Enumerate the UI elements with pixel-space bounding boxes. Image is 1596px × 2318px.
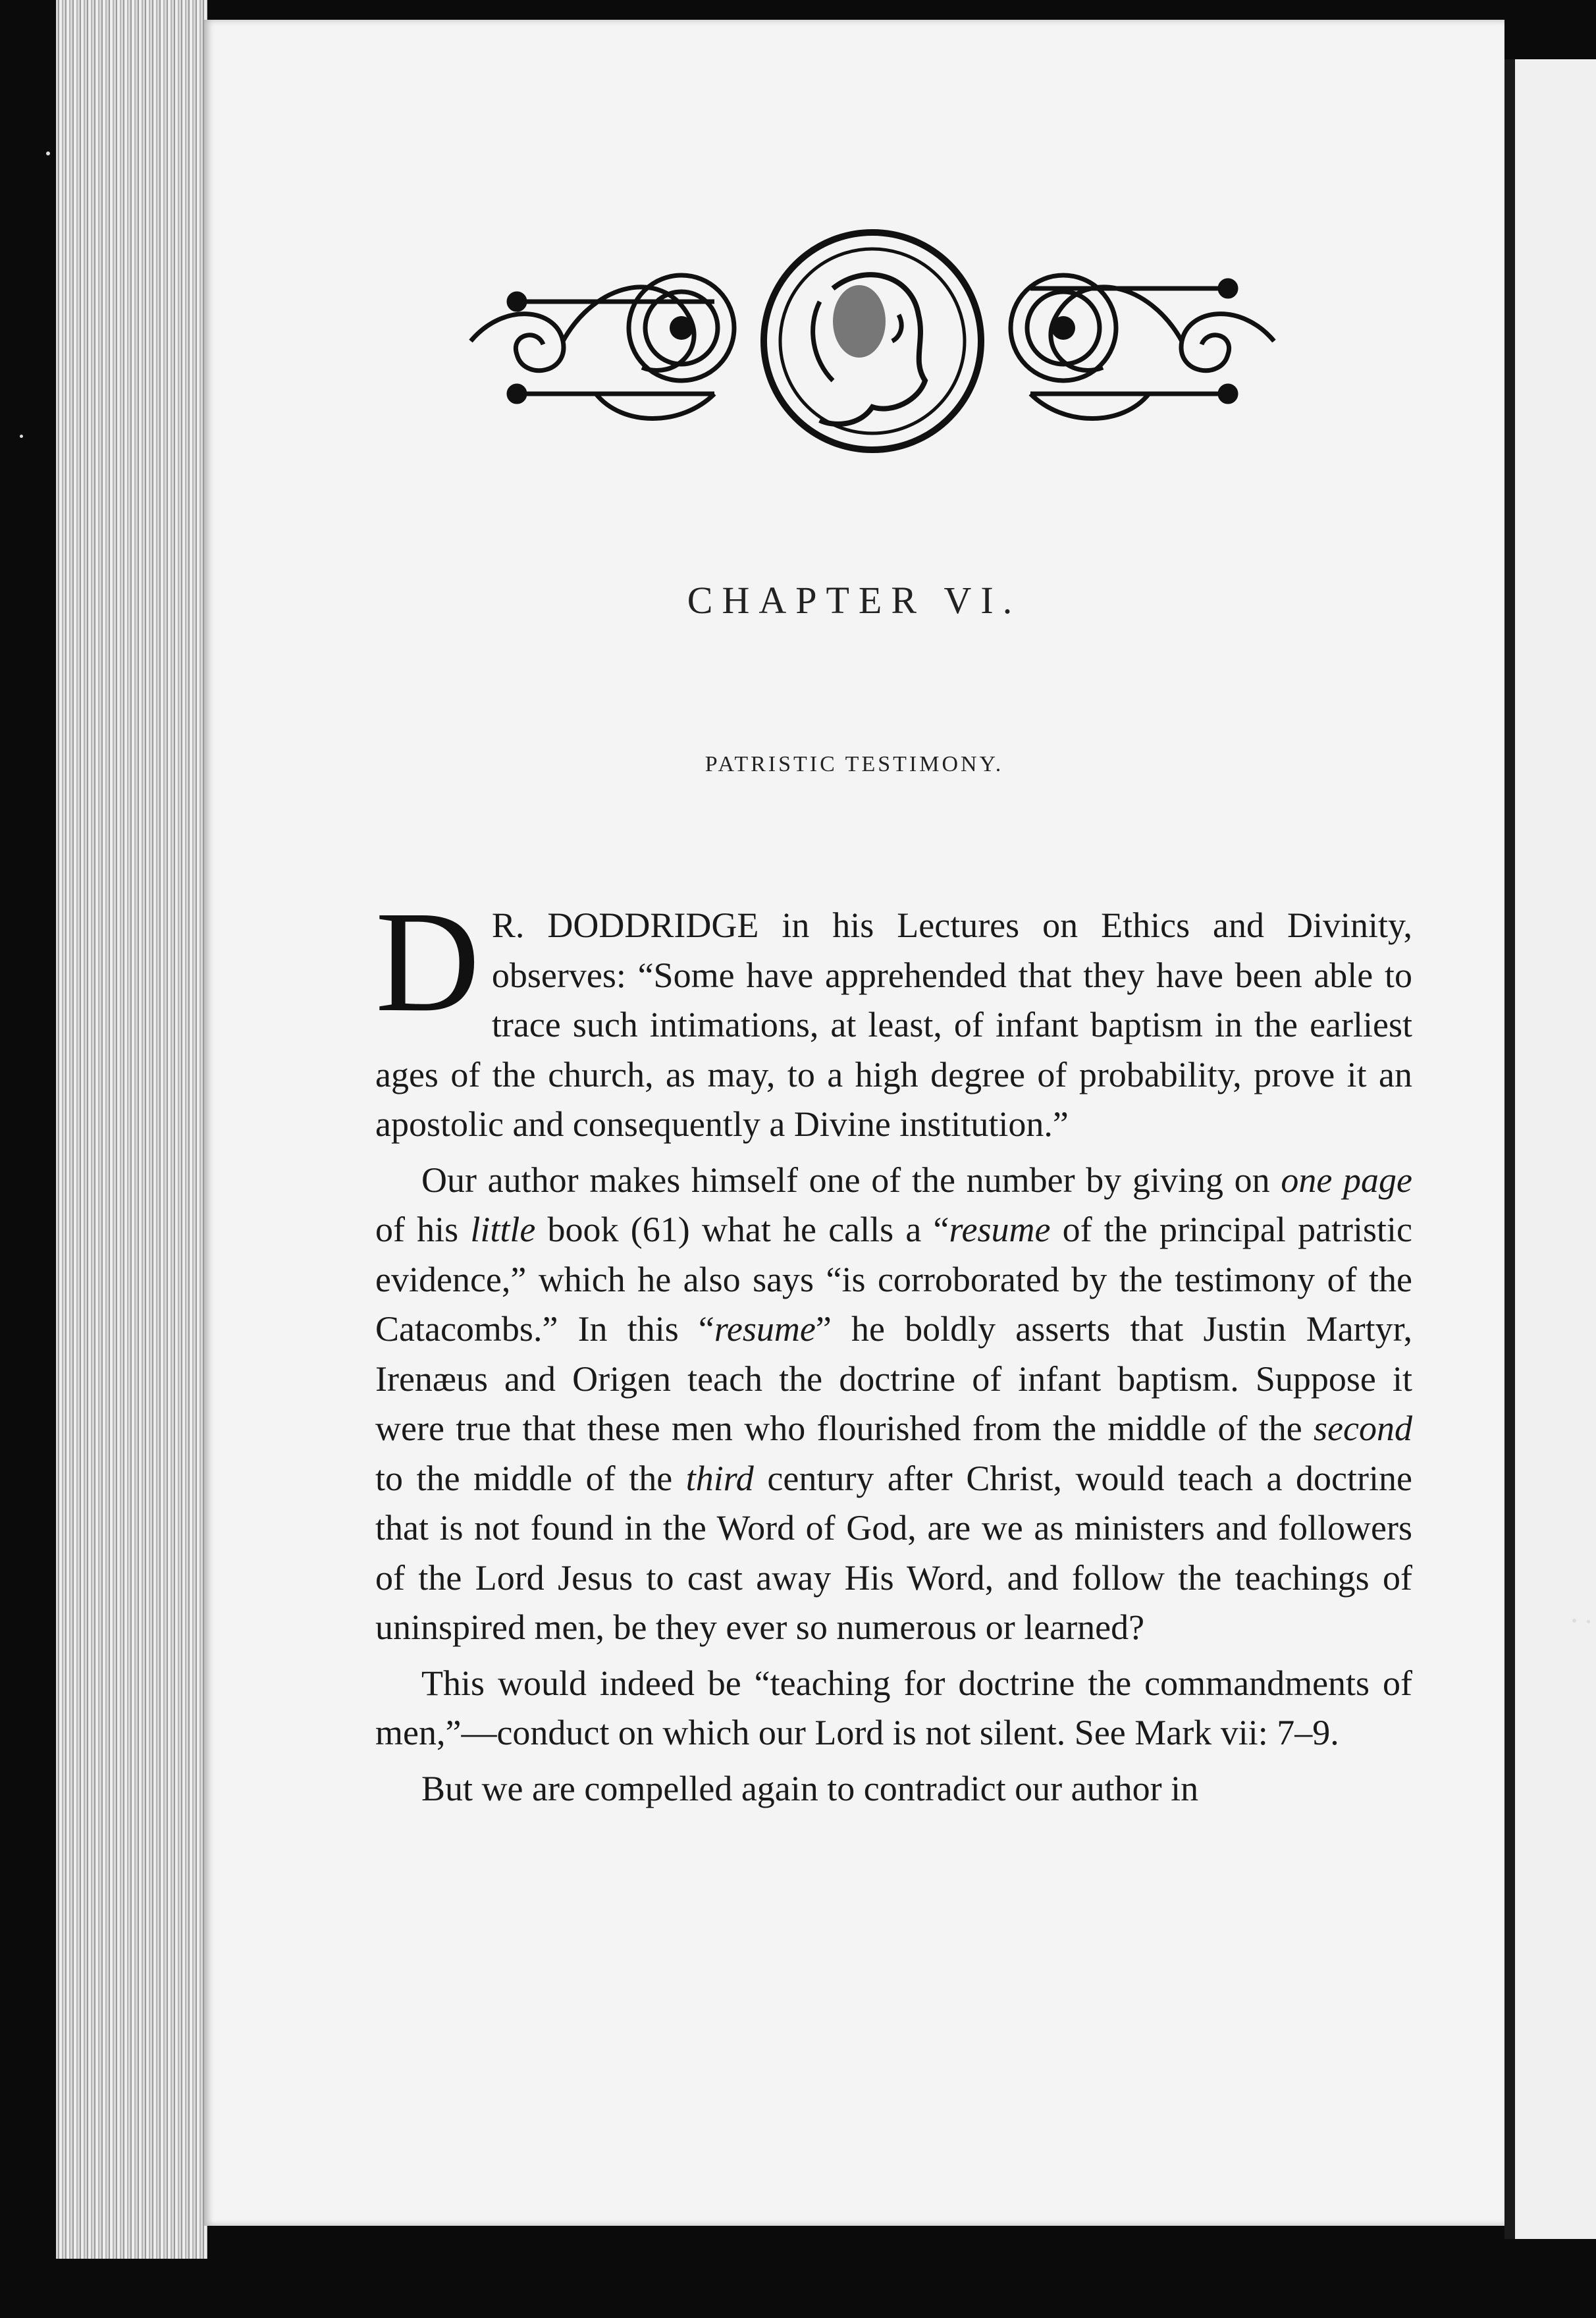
book-page-edges — [56, 0, 207, 2259]
italic-text: resume — [714, 1309, 816, 1349]
section-title: PATRISTIC TESTIMONY. — [705, 752, 1004, 776]
ornamental-headpiece-icon — [464, 229, 1281, 453]
paragraph — [375, 1156, 1412, 1653]
book-page — [204, 20, 1504, 2226]
text-run: R. DODDRIDGE in his Lectures on Ethics and Divinity, observes: “Some have apprehended that they have been able to trace such intimations, at least, of infant baptism in the earliest ages of the church, as may, to a high degree of probability, prove it an apostolic and consequently a Divine institution.” — [375, 905, 1412, 1144]
text-run: century after Christ, would teach a doctrine that is not found in the Word of God, are we as ministers and followers of the Lord Jesus to cast away His Word, and follow the teachings of uninspired men, be they ever so numerous or learned? — [375, 1458, 1412, 1647]
text-run: Our author makes himself one of the number by giving on — [421, 1160, 1281, 1200]
italic-text: third — [685, 1458, 754, 1498]
text-run: of his — [375, 1210, 471, 1249]
paragraph — [375, 1764, 1412, 1814]
text-run: book (61) what he calls a “ — [535, 1210, 949, 1249]
text-run: This would indeed be “teaching for doctrine the commandments of men,”—conduct on which our Lord is not silent. See Mark vii: 7–9. — [375, 1663, 1412, 1752]
text-run: ” he boldly asserts that Justin Martyr, Irenæus and Origen teach the doctrine of infant baptism. Suppose it were true that these men who flourished from the middle of the — [375, 1309, 1412, 1448]
italic-text: second — [1314, 1409, 1412, 1448]
drop-cap: D — [375, 881, 480, 1042]
italic-text: one page — [1281, 1160, 1412, 1200]
paragraph — [375, 1659, 1412, 1758]
text-run: But we are compelled again to contradict our author in — [421, 1768, 1199, 1808]
italic-text: little — [470, 1210, 536, 1249]
chapter-title: CHAPTER VI. — [687, 579, 1022, 622]
text-run: to the middle of the — [375, 1458, 686, 1498]
text-run: of the principal patristic evidence,” which he also says “is corroborated by the testimony of the Catacombs.” In this “ — [375, 1210, 1413, 1349]
body-text — [375, 881, 1413, 1814]
paragraph — [375, 881, 1412, 1150]
italic-text: resume — [949, 1210, 1051, 1249]
facing-page-edge — [1504, 59, 1596, 2239]
